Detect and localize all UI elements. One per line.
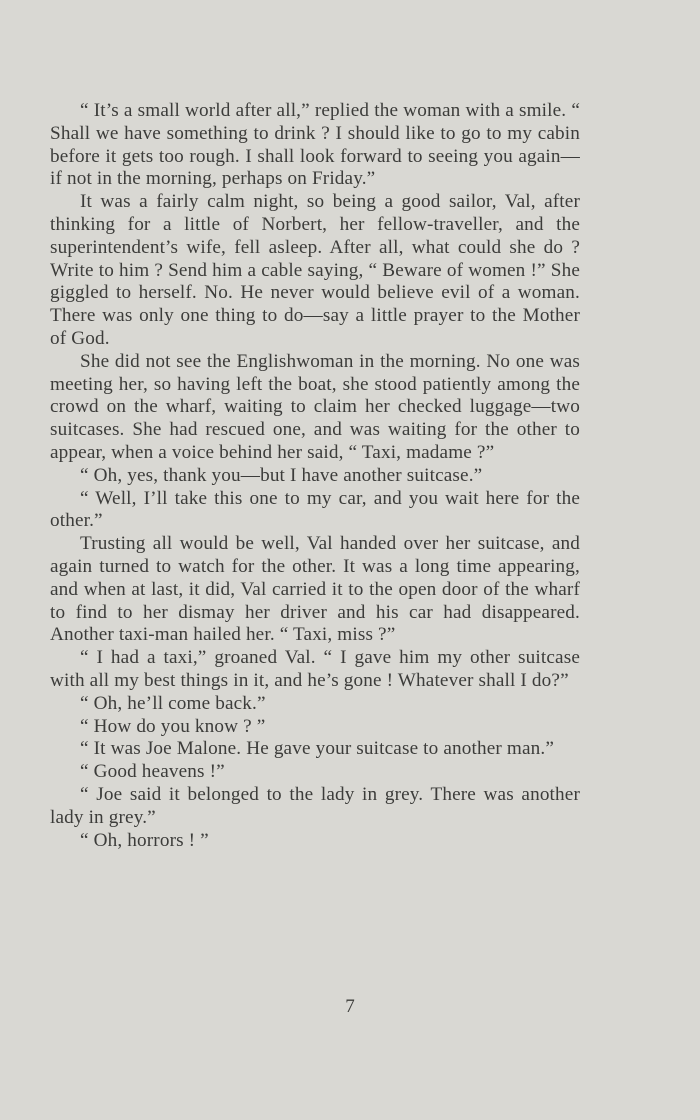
paragraph: “ Oh, he’ll come back.” — [80, 692, 266, 714]
paragraph: “ How do you know ? ” — [80, 715, 266, 737]
paragraph: “ Good heavens !” — [80, 761, 225, 783]
paragraph: It was a fairly calm night, so being a good sailor, Val, after thinking for a little of Norbert, her fellow-traveller, and the superintendent’s wife, fell asleep. After all, what could she do ? Write to him ? Send him a cable saying, “ Beware of women !” She giggled to herself. No. He never would believe evil of a woman. There was only one thing to do—say a little prayer to the Mother of God. — [50, 191, 580, 349]
paragraph: She did not see the Englishwoman in the morning. No one was meeting her, so having left the boat, she stood patiently among the crowd on the wharf, waiting to claim her checked luggage—two suitcases. She had rescued one, and was waiting for the other to appear, when a voice behind her said, “ Taxi, madame ?” — [50, 350, 580, 463]
paragraph: “ Well, I’ll take this one to my car, and you wait here for the other.” — [50, 487, 580, 532]
body-text — [50, 100, 580, 852]
paragraph: “ It’s a small world after all,” replied the woman with a smile. “ Shall we have something to drink ? I should like to go to my cabin before it gets too rough. I shall look forward to seeing you again—if not in the morning, perhaps on Friday.” — [50, 100, 580, 190]
paragraph: “ I had a taxi,” groaned Val. “ I gave him my other suitcase with all my best things in it, and he’s gone ! Whatever shall I do?” — [50, 647, 580, 691]
page-number: 7 — [345, 996, 355, 1017]
paragraph: Trusting all would be well, Val handed over her suitcase, and again turned to watch for the other. It was a long time appearing, and when at last, it did, Val carried it to the open door of the wharf to find to her dismay her driver and his car had disappeared. Another taxi-man hailed her. “ Taxi, miss ?” — [50, 533, 580, 646]
paragraph: “ It was Joe Malone. He gave your suitcase to another man.” — [80, 738, 554, 760]
paragraph: “ Joe said it belonged to the lady in grey. There was another lady in grey.” — [50, 783, 580, 828]
paragraph: “ Oh, yes, thank you—but I have another suitcase.” — [80, 464, 483, 486]
paragraph: “ Oh, horrors ! ” — [80, 829, 209, 851]
